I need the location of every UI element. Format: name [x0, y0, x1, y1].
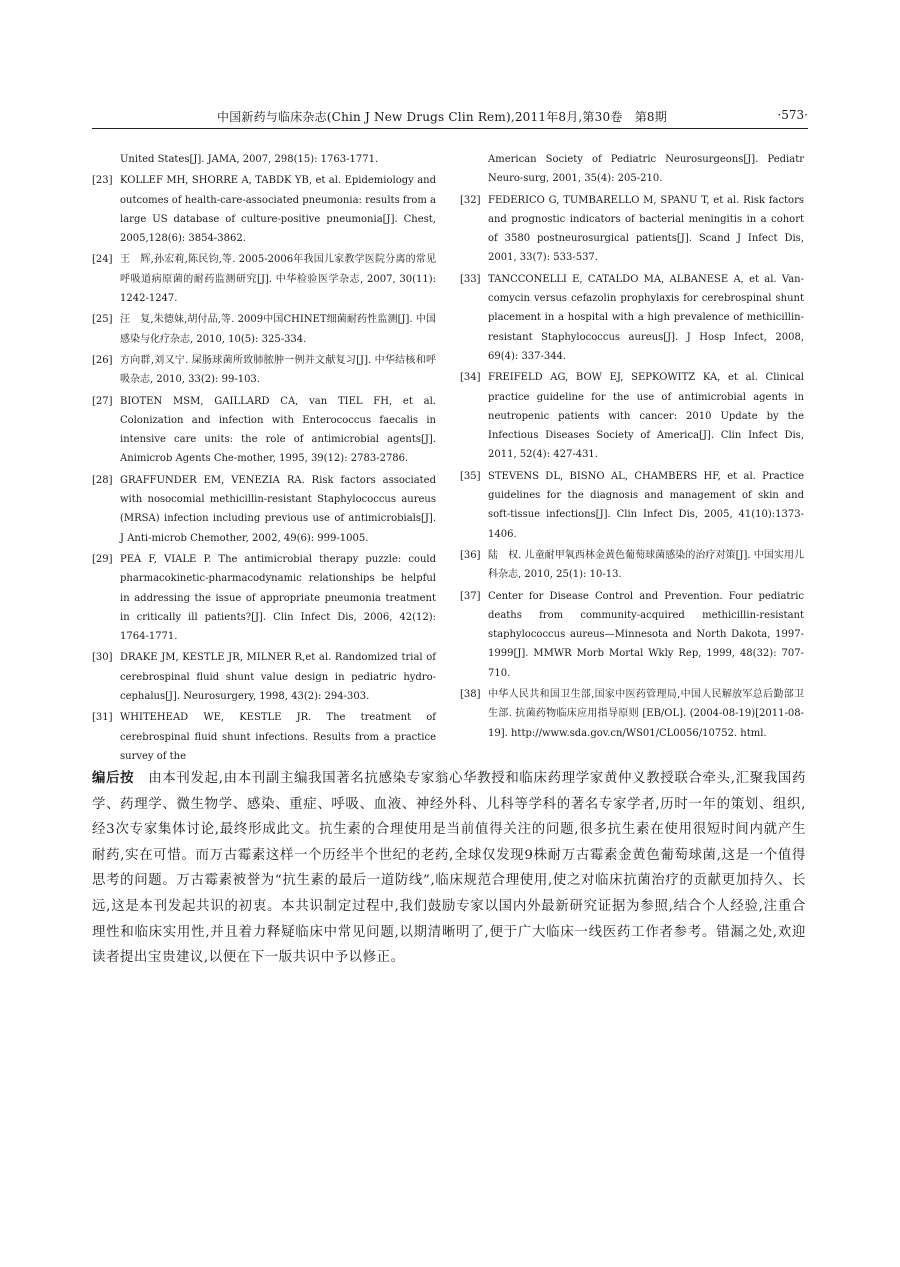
editor-note-heading: 编后按: [92, 771, 135, 786]
reference-item: [32] FEDERICO G, TUMBARELLO M, SPANU T, et al. Risk factors and prognostic indicators of bacterial meningitis in a cohort of 3580 postneurosurgical patients[J]. Scand J Infect Dis, 2001, 33(7): 533-537.: [460, 194, 804, 264]
reference-item: United States[J]. JAMA, 2007, 298(15): 1763-1771.: [120, 154, 379, 165]
reference-item: [25] 汪 复,朱德妹,胡付品,等. 2009中国CHINET细菌耐药性监测[J]. 中国感染与化疗杂志, 2010, 10(5): 325-334.: [92, 314, 436, 345]
reference-item: [23] KOLLEF MH, SHORRE A, TABDK YB, et al. Epidemiology and outcomes of health-care-associated pneumonia: results from a large US database of culture-positive pneumonia[J]. Chest, 2005,128(6): 3854-3862.: [92, 175, 437, 245]
header-rule: [92, 128, 808, 129]
reference-item: [26] 方向群,刘又宁. 屎肠球菌所致肺脓肿一例并文献复习[J]. 中华结核和呼吸杂志, 2010, 33(2): 99-103.: [92, 354, 436, 386]
reference-item: [31] WHITEHEAD WE, KESTLE JR. The treatment of cerebrospinal fluid shunt infections. Results from a practice survey of the: [92, 712, 436, 762]
reference-item: [38] 中华人民共和国卫生部,国家中医药管理局,中国人民解放军总后勤部卫生部. 抗菌药物临床应用指导原则 [EB/OL]. (2004-08-19)[2011-08-19]. http://www.sda.gov.cn/WS01/CL0056/10752. html.: [460, 689, 804, 739]
editor-note-body: 由本刊发起,由本刊副主编我国著名抗感染专家翁心华教授和临床药理学家黄仲义教授联合牵头,汇聚我国药学、药理学、微生物学、感染、重症、呼吸、血液、神经外科、儿科等学科的著名专家学者,历时一年的策划、组织,经3次专家集体讨论,最终形成此文。抗生素的合理使用是当前值得关注的问题,很多抗生素在使用很短时间内就产生耐药,实在可惜。而万古霉素这样一个历经半个世纪的老药,全球仅发现9株耐万古霉素金黄色葡萄球菌,这是一个值得思考的问题。万古霉素被誉为“抗生素的最后一道防线”,临床规范合理使用,使之对临床抗菌治疗的贡献更加持久、长远,这是本刊发起共识的初衷。本共识制定过程中,我们鼓励专家以国内外最新研究证据为参照,结合个人经验,注重合理性和临床实用性,并且着力释疑临床中常见问题,以期清晰明了,便于广大临床一线医药工作者参考。错漏之处,欢迎读者提出宝贵建议,以便在下一版共识中予以修正。: [92, 771, 806, 966]
reference-item: American Society of Pediatric Neurosurgeons[J]. Pediatr Neuro-surg, 2001, 35(4): 205-210.: [488, 154, 804, 185]
editor-note: [92, 766, 806, 971]
journal-header: 中国新药与临床杂志(Chin J New Drugs Clin Rem),2011年8月,第30卷 第8期: [217, 110, 667, 124]
page-number: ·573·: [777, 108, 808, 122]
reference-item: [24] 王 辉,孙宏莉,陈民钧,等. 2005-2006年我国儿家教学医院分离的常见呼吸道病原菌的耐药监测研究[J]. 中华检验医学杂志, 2007, 30(11): 1242-1247.: [92, 254, 436, 305]
reference-item: [28] GRAFFUNDER EM, VENEZIA RA. Risk factors associated with nosocomial methicillin-resistant Staphylococcus aureus (MRSA) infection including previous use of antimicrobials[J]. J Anti-microb Chemother, 2002, 49(6): 999-1005.: [92, 474, 436, 544]
reference-item: [29] PEA F, VIALE P. The antimicrobial therapy puzzle: could pharmacokinetic-pharmacodynamic relationships be helpful in addressing the issue of appropriate pneumonia treatment in critically ill patients?[J]. Clin Infect Dis, 2006, 42(12): 1764-1771.: [92, 553, 436, 643]
reference-item: [35] STEVENS DL, BISNO AL, CHAMBERS HF, et al. Practice guidelines for the diagnosis and management of skin and soft-tissue infections[J]. Clin Infect Dis, 2005, 41(10):1373-1406.: [460, 470, 804, 540]
reference-item: [37] Center for Disease Control and Prevention. Four pediatric deaths from community-acquired methicillin-resistant staphylococcus aureus—Minnesota and North Dakota, 1997-1999[J]. MMWR Morb Mortal Wkly Rep, 1999, 48(32): 707-710.: [460, 590, 804, 679]
running-header: [92, 108, 808, 126]
reference-item: [30] DRAKE JM, KESTLE JR, MILNER R,et al. Randomized trial of cerebrospinal fluid shunt value design in pediatric hydro-cephalus[J]. Neurosurgery, 1998, 43(2): 294-303.: [92, 652, 436, 703]
reference-item: [33] TANCCONELLI E, CATALDO MA, ALBANESE A, et al. Van-comycin versus cefazolin prophylaxis for cerebrospinal shunt placement in a hospital with a high prevalence of methicillin-resistant Staphylococcus aureus[J]. J Hosp Infect, 2008, 69(4): 337-344.: [460, 273, 804, 362]
references-left-column: [92, 150, 436, 768]
reference-item: [34] FREIFELD AG, BOW EJ, SEPKOWITZ KA, et al. Clinical practice guideline for the use of antimicrobial agents in neutropenic patients with cancer: 2010 Update by the Infectious Diseases Society of America[J]. Clin Infect Dis, 2011, 52(4): 427-431.: [460, 372, 804, 461]
reference-item: [36] 陆 权. 儿童耐甲氧西林金黄色葡萄球菌感染的治疗对策[J]. 中国实用儿科杂志, 2010, 25(1): 10-13.: [460, 549, 804, 581]
references-right-column: [460, 150, 804, 745]
reference-item: [27] BIOTEN MSM, GAILLARD CA, van TIEL FH, et al. Colonization and infection with Enterococcus faecalis in intensive care units: the role of antimicrobial agents[J]. Animicrob Agents Che-mother, 1995, 39(12): 2783-2786.: [92, 395, 436, 465]
